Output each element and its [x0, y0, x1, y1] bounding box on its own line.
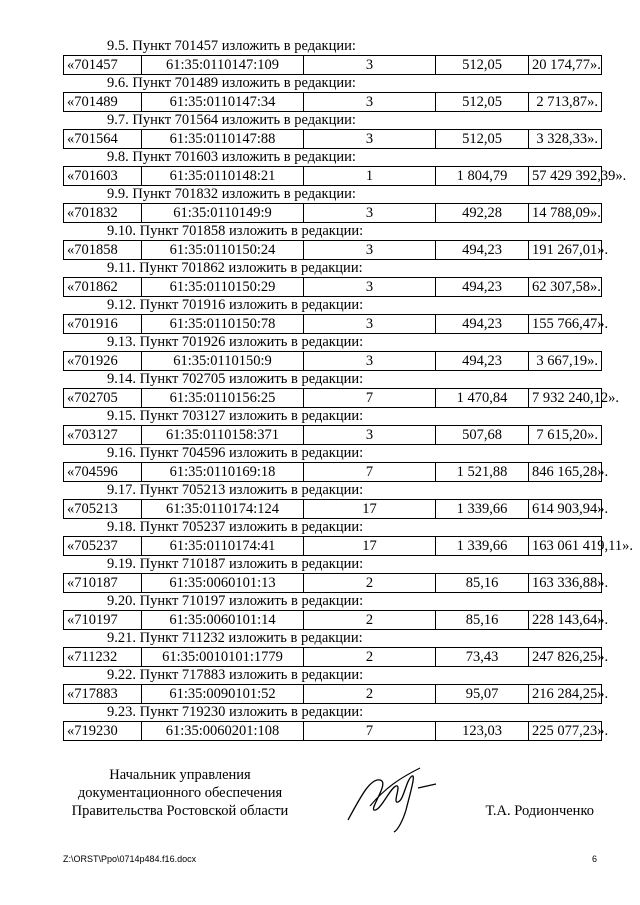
rate-cell: 494,23 — [436, 352, 529, 371]
value-cell: 7 615,20». — [529, 426, 602, 445]
value-cell: 216 284,25». — [529, 685, 602, 704]
cadastral-number-cell: 61:35:0110156:25 — [142, 389, 304, 408]
rate-cell: 494,23 — [436, 315, 529, 334]
table-row — [64, 352, 602, 371]
item-number-cell: «710197 — [64, 611, 142, 630]
rate-cell: 512,05 — [436, 130, 529, 149]
value-cell: 163 061 419,11». — [529, 537, 602, 556]
amendment-table — [63, 536, 633, 556]
group-cell: 3 — [304, 93, 436, 112]
amendment-table — [63, 684, 609, 704]
amendment-item — [63, 482, 609, 519]
amendment-table — [63, 166, 627, 186]
amendment-heading: 9.14. Пункт 702705 изложить в редакции: — [107, 371, 364, 387]
amendment-table — [63, 388, 619, 408]
amendment-table — [63, 462, 609, 482]
group-cell: 7 — [304, 389, 436, 408]
value-cell: 225 077,23». — [529, 722, 602, 741]
table-row — [64, 93, 602, 112]
amendment-table — [63, 129, 602, 149]
cadastral-number-cell: 61:35:0110150:9 — [142, 352, 304, 371]
table-row — [64, 204, 602, 223]
amendment-item — [63, 630, 609, 667]
cadastral-number-cell: 61:35:0110149:9 — [142, 204, 304, 223]
group-cell: 2 — [304, 685, 436, 704]
page-number: 6 — [591, 854, 597, 864]
table-row — [64, 463, 602, 482]
amendment-table — [63, 277, 602, 297]
table-row — [64, 130, 602, 149]
amendment-heading: 9.5. Пункт 701457 изложить в редакции: — [107, 38, 356, 54]
amendment-item — [63, 408, 601, 445]
cadastral-number-cell: 61:35:0060201:108 — [142, 722, 304, 741]
cadastral-number-cell: 61:35:0110148:21 — [142, 167, 304, 186]
amendment-item — [63, 297, 609, 334]
document-body — [63, 38, 633, 741]
item-number-cell: «701862 — [64, 278, 142, 297]
item-number-cell: «705213 — [64, 500, 142, 519]
rate-cell: 492,28 — [436, 204, 529, 223]
rate-cell: 1 339,66 — [436, 500, 529, 519]
rate-cell: 507,68 — [436, 426, 529, 445]
group-cell: 3 — [304, 56, 436, 75]
cadastral-number-cell: 61:35:0110174:41 — [142, 537, 304, 556]
group-cell: 2 — [304, 611, 436, 630]
amendment-item — [63, 112, 601, 149]
group-cell: 2 — [304, 574, 436, 593]
value-cell: 57 429 392,39». — [529, 167, 602, 186]
rate-cell: 1 804,79 — [436, 167, 529, 186]
amendment-item — [63, 556, 609, 593]
amendment-item — [63, 371, 619, 408]
item-number-cell: «717883 — [64, 685, 142, 704]
amendment-table — [63, 55, 602, 75]
amendment-heading: 9.12. Пункт 701916 изложить в редакции: — [107, 297, 364, 313]
value-cell: 191 267,01». — [529, 241, 602, 260]
amendment-item — [63, 260, 601, 297]
group-cell: 1 — [304, 167, 436, 186]
item-number-cell: «701926 — [64, 352, 142, 371]
value-cell: 14 788,09». — [529, 204, 602, 223]
table-row — [64, 426, 602, 445]
signatory-position — [60, 766, 300, 820]
amendment-heading: 9.10. Пункт 701858 изложить в редакции: — [107, 223, 364, 239]
amendment-heading: 9.11. Пункт 701862 изложить в редакции: — [107, 260, 363, 276]
value-cell: 3 328,33». — [529, 130, 602, 149]
value-cell: 614 903,94». — [529, 500, 602, 519]
cadastral-number-cell: 61:35:0060101:14 — [142, 611, 304, 630]
item-number-cell: «701457 — [64, 56, 142, 75]
amendment-heading: 9.9. Пункт 701832 изложить в редакции: — [107, 186, 356, 202]
rate-cell: 95,07 — [436, 685, 529, 704]
rate-cell: 1 470,84 — [436, 389, 529, 408]
amendment-heading: 9.21. Пункт 711232 изложить в редакции: — [107, 630, 363, 646]
amendment-item — [63, 149, 627, 186]
item-number-cell: «701603 — [64, 167, 142, 186]
item-number-cell: «701916 — [64, 315, 142, 334]
value-cell: 163 336,88». — [529, 574, 602, 593]
table-row — [64, 685, 602, 704]
group-cell: 3 — [304, 130, 436, 149]
group-cell: 3 — [304, 278, 436, 297]
table-row — [64, 500, 602, 519]
cadastral-number-cell: 61:35:0060101:13 — [142, 574, 304, 593]
amendment-table — [63, 240, 609, 260]
table-row — [64, 611, 602, 630]
signatory-name: Т.А. Родионченко — [485, 803, 594, 819]
signature-block — [60, 766, 600, 826]
amendment-item — [63, 75, 601, 112]
position-line: Правительства Ростовской области — [71, 803, 289, 819]
value-cell: 20 174,77». — [529, 56, 602, 75]
amendment-table — [63, 573, 609, 593]
cadastral-number-cell: 61:35:0110147:88 — [142, 130, 304, 149]
table-row — [64, 389, 602, 408]
amendment-item — [63, 223, 609, 260]
group-cell: 3 — [304, 204, 436, 223]
value-cell: 155 766,47». — [529, 315, 602, 334]
item-number-cell: «719230 — [64, 722, 142, 741]
amendment-heading: 9.7. Пункт 701564 изложить в редакции: — [107, 112, 356, 128]
table-row — [64, 167, 602, 186]
cadastral-number-cell: 61:35:0110150:29 — [142, 278, 304, 297]
item-number-cell: «701564 — [64, 130, 142, 149]
position-line: Начальник управления — [109, 767, 251, 783]
group-cell: 7 — [304, 463, 436, 482]
cadastral-number-cell: 61:35:0110169:18 — [142, 463, 304, 482]
value-cell: 247 826,25». — [529, 648, 602, 667]
amendment-heading: 9.23. Пункт 719230 изложить в редакции: — [107, 704, 364, 720]
cadastral-number-cell: 61:35:0010101:1779 — [142, 648, 304, 667]
table-row — [64, 574, 602, 593]
value-cell: 62 307,58». — [529, 278, 602, 297]
cadastral-number-cell: 61:35:0090101:52 — [142, 685, 304, 704]
amendment-table — [63, 92, 602, 112]
amendment-item — [63, 519, 633, 556]
cadastral-number-cell: 61:35:0110147:34 — [142, 93, 304, 112]
group-cell: 17 — [304, 537, 436, 556]
rate-cell: 85,16 — [436, 574, 529, 593]
group-cell: 7 — [304, 722, 436, 741]
group-cell: 3 — [304, 426, 436, 445]
value-cell: 846 165,28». — [529, 463, 602, 482]
amendment-heading: 9.15. Пункт 703127 изложить в редакции: — [107, 408, 364, 424]
amendment-table — [63, 721, 609, 741]
value-cell: 7 932 240,12». — [529, 389, 602, 408]
amendment-heading: 9.13. Пункт 701926 изложить в редакции: — [107, 334, 364, 350]
table-row — [64, 722, 602, 741]
group-cell: 17 — [304, 500, 436, 519]
handwritten-signature — [340, 758, 450, 838]
item-number-cell: «701858 — [64, 241, 142, 260]
rate-cell: 123,03 — [436, 722, 529, 741]
amendment-table — [63, 425, 602, 445]
item-number-cell: «705237 — [64, 537, 142, 556]
rate-cell: 494,23 — [436, 278, 529, 297]
table-row — [64, 537, 602, 556]
amendment-heading: 9.17. Пункт 705213 изложить в редакции: — [107, 482, 364, 498]
item-number-cell: «704596 — [64, 463, 142, 482]
amendment-heading: 9.22. Пункт 717883 изложить в редакции: — [107, 667, 364, 683]
amendment-item — [63, 38, 601, 75]
table-row — [64, 315, 602, 334]
cadastral-number-cell: 61:35:0110147:109 — [142, 56, 304, 75]
cadastral-number-cell: 61:35:0110150:24 — [142, 241, 304, 260]
rate-cell: 494,23 — [436, 241, 529, 260]
position-line: документационного обеспечения — [77, 785, 283, 801]
group-cell: 3 — [304, 315, 436, 334]
amendment-heading: 9.8. Пункт 701603 изложить в редакции: — [107, 149, 356, 165]
rate-cell: 85,16 — [436, 611, 529, 630]
table-row — [64, 278, 602, 297]
item-number-cell: «710187 — [64, 574, 142, 593]
rate-cell: 73,43 — [436, 648, 529, 667]
cadastral-number-cell: 61:35:0110158:371 — [142, 426, 304, 445]
item-number-cell: «711232 — [64, 648, 142, 667]
group-cell: 3 — [304, 352, 436, 371]
amendment-item — [63, 186, 601, 223]
page-footer — [63, 852, 601, 866]
value-cell: 3 667,19». — [529, 352, 602, 371]
amendment-heading: 9.19. Пункт 710187 изложить в редакции: — [107, 556, 364, 572]
item-number-cell: «701489 — [64, 93, 142, 112]
table-row — [64, 56, 602, 75]
amendment-item — [63, 593, 609, 630]
rate-cell: 1 339,66 — [436, 537, 529, 556]
file-path: Z:\ORST\Ppo\0714p484.f16.docx — [63, 854, 197, 864]
amendment-table — [63, 610, 609, 630]
amendment-table — [63, 351, 602, 371]
rate-cell: 512,05 — [436, 56, 529, 75]
rate-cell: 1 521,88 — [436, 463, 529, 482]
amendment-table — [63, 647, 609, 667]
item-number-cell: «703127 — [64, 426, 142, 445]
amendment-heading: 9.16. Пункт 704596 изложить в редакции: — [107, 445, 364, 461]
item-number-cell: «701832 — [64, 204, 142, 223]
amendment-table — [63, 203, 602, 223]
rate-cell: 512,05 — [436, 93, 529, 112]
amendment-heading: 9.18. Пункт 705237 изложить в редакции: — [107, 519, 364, 535]
group-cell: 3 — [304, 241, 436, 260]
group-cell: 2 — [304, 648, 436, 667]
amendment-item — [63, 445, 609, 482]
amendment-item — [63, 704, 609, 741]
value-cell: 228 143,64». — [529, 611, 602, 630]
cadastral-number-cell: 61:35:0110174:124 — [142, 500, 304, 519]
amendment-heading: 9.6. Пункт 701489 изложить в редакции: — [107, 75, 356, 91]
amendment-item — [63, 334, 601, 371]
amendment-heading: 9.20. Пункт 710197 изложить в редакции: — [107, 593, 364, 609]
table-row — [64, 648, 602, 667]
amendment-table — [63, 499, 609, 519]
item-number-cell: «702705 — [64, 389, 142, 408]
value-cell: 2 713,87». — [529, 93, 602, 112]
amendment-table — [63, 314, 609, 334]
cadastral-number-cell: 61:35:0110150:78 — [142, 315, 304, 334]
table-row — [64, 241, 602, 260]
amendment-item — [63, 667, 609, 704]
